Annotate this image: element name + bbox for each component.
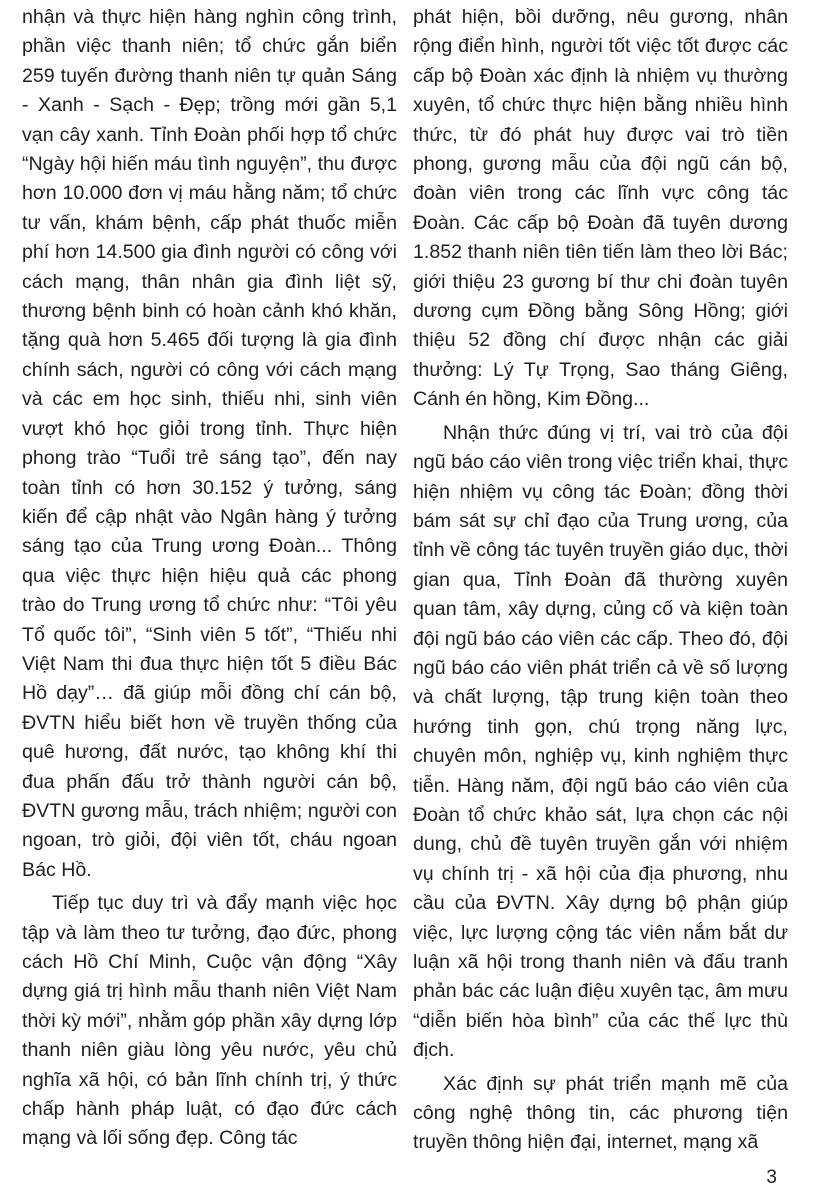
paragraph: Nhận thức đúng vị trí, vai trò của đội ngũ báo cáo viên trong việc triển khai, thực hiện nhiệm vụ công tác Đoàn; đồng thời bám sát sự chỉ đạo của Trung ương, của tỉnh về công tác tuyên truyền giáo dục, thời gian qua, Tỉnh Đoàn đã thường xuyên quan tâm, xây dựng, củng cố và kiện toàn đội ngũ báo cáo viên các cấp. Theo đó, đội ngũ báo cáo viên phát triển cả về số lượng và chất lượng, tập trung kiện toàn theo hướng tinh gọn, chú trọng năng lực, chuyên môn, nghiệp vụ, kinh nghiệm thực tiễn. Hàng năm, đội ngũ báo cáo viên của Đoàn tổ chức khảo sát, lựa chọn các nội dung, chủ đề tuyên truyền gắn với nhiệm vụ chính trị - xã hội của địa phương, nhu cầu của ĐVTN. Xây dựng bộ phận giúp việc, lực lượng cộng tác viên nắm bắt dư luận xã hội trong thanh niên và đấu tranh phản bác các luận điệu xuyên tạc, âm mưu “diễn biến hòa bình” của các thế lực thù địch. xyxy=(413,421,788,1062)
left-column xyxy=(22,3,397,1158)
paragraph: nhận và thực hiện hàng nghìn công trình, phần việc thanh niên; tổ chức gắn biển 259 tuyến đường thanh niên tự quản Sáng - Xanh - Sạch - Đẹp; trồng mới gần 5,1 vạn cây xanh. Tỉnh Đoàn phối hợp tổ chức “Ngày hội hiến máu tình nguyện”, thu được hơn 10.000 đơn vị máu hằng năm; tổ chức tư vấn, khám bệnh, cấp phát thuốc miễn phí hơn 14.500 gia đình người có công với cách mạng, thân nhân gia đình liệt sỹ, thương bệnh binh có hoàn cảnh khó khăn, tặng quà hơn 5.465 đối tượng là gia đình chính sách, người có công với cách mạng và các em học sinh, thiếu nhi, sinh viên vượt khó học giỏi trong tỉnh. Thực hiện phong trào “Tuổi trẻ sáng tạo”, đến nay toàn tỉnh có hơn 30.152 ý tưởng, sáng kiến để cập nhật vào Ngân hàng ý tưởng sáng tạo của Trung ương Đoàn... Thông qua việc thực hiện hiệu quả các phong trào do Trung ương tổ chức như: “Tôi yêu Tổ quốc tôi”, “Sinh viên 5 tốt”, “Thiếu nhi Việt Nam thi đua thực hiện tốt 5 điều Bác Hồ dạy”… đã giúp mỗi đồng chí cán bộ, ĐVTN hiểu biết hơn về truyền thống của quê hương, đất nước, tạo không khí thi đua phấn đấu trở thành người cán bộ, ĐVTN gương mẫu, trách nhiệm; người con ngoan, trò giỏi, đội viên tốt, cháu ngoan Bác Hồ. xyxy=(22,6,397,881)
paragraph: phát hiện, bồi dưỡng, nêu gương, nhân rộng điển hình, người tốt việc tốt được các cấp bộ Đoàn xác định là nhiệm vụ thường xuyên, tổ chức thực hiện bằng nhiều hình thức, từ đó phát huy được vai trò tiền phong, gương mẫu của đội ngũ cán bộ, đoàn viên trong các lĩnh vực công tác Đoàn. Các cấp bộ Đoàn đã tuyên dương 1.852 thanh niên tiên tiến làm theo lời Bác; giới thiệu 23 gương bí thư chi đoàn tuyên dương cụm Đồng bằng Sông Hồng; giới thiệu 52 đồng chí được nhận các giải thưởng: Lý Tự Trọng, Sao tháng Giêng, Cánh én hồng, Kim Đồng... xyxy=(413,6,788,411)
paragraph: Tiếp tục duy trì và đẩy mạnh việc học tập và làm theo tư tưởng, đạo đức, phong cách Hồ Chí Minh, Cuộc vận động “Xây dựng giá trị hình mẫu thanh niên Việt Nam thời kỳ mới”, nhằm góp phần xây dựng lớp thanh niên giàu lòng yêu nước, yêu chủ nghĩa xã hội, có bản lĩnh chính trị, ý thức chấp hành pháp luật, có đạo đức cách mạng và lối sống đẹp. Công tác xyxy=(22,892,397,1150)
paragraph: Xác định sự phát triển mạnh mẽ của công nghệ thông tin, các phương tiện truyền thông hiện đại, internet, mạng xã xyxy=(413,1072,788,1154)
right-column xyxy=(413,3,788,1162)
page-number: 3 xyxy=(766,1167,777,1188)
